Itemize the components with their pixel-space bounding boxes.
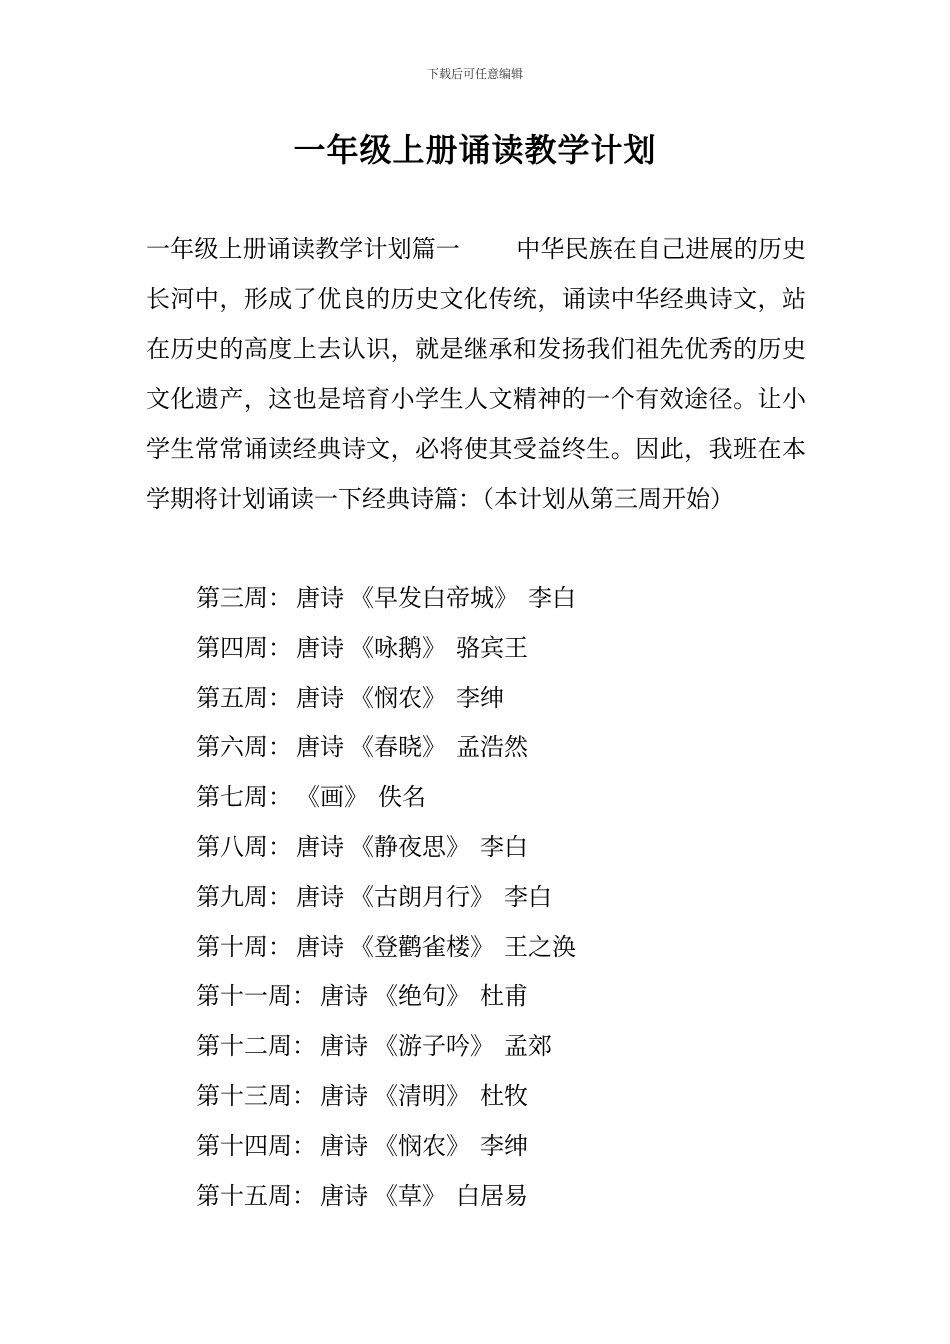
reading-schedule-list	[196, 574, 806, 1221]
schedule-week: 第八周：	[196, 832, 292, 861]
schedule-poem: 《古朗月行》	[350, 882, 494, 911]
intro-text: 中华民族在自己进展的历史长河中，形成了优良的历史文化传统，诵读中华经典诗文，站在历史的高度上去认识，就是继承和发扬我们祖先优秀的历史文化遗产，这也是培育小学生人文精神的一个有效途径。让小学生常常诵读经典诗文，必将使其受益终生。因此，我班在本学期将计划诵读一下经典诗篇：（本计划从第三周开始）	[146, 235, 807, 513]
schedule-genre: 唐诗	[296, 633, 344, 662]
schedule-week: 第九周：	[196, 882, 292, 911]
schedule-item	[196, 823, 806, 873]
schedule-item	[196, 923, 806, 973]
schedule-week: 第十一周：	[196, 982, 316, 1011]
schedule-author: 白居易	[456, 1181, 528, 1210]
schedule-item	[196, 1022, 806, 1072]
schedule-week: 第五周：	[196, 683, 292, 712]
intro-lead: 一年级上册诵读教学计划篇一	[146, 235, 461, 263]
schedule-poem: 《静夜思》	[350, 832, 470, 861]
schedule-genre: 唐诗	[296, 584, 344, 612]
schedule-week: 第十三周：	[196, 1081, 316, 1110]
schedule-genre: 唐诗	[296, 733, 344, 762]
schedule-poem: 《游子吟》	[374, 1032, 494, 1061]
schedule-poem: 《画》	[296, 783, 368, 812]
schedule-item	[196, 674, 806, 724]
schedule-week: 第十五周：	[196, 1181, 316, 1210]
schedule-item	[196, 1072, 806, 1122]
schedule-poem: 《咏鹅》	[350, 633, 446, 662]
schedule-week: 第三周：	[196, 584, 292, 612]
schedule-genre: 唐诗	[320, 1081, 368, 1110]
schedule-week: 第十二周：	[196, 1032, 316, 1061]
schedule-author: 李白	[504, 882, 552, 911]
schedule-poem: 《早发白帝城》	[350, 584, 518, 612]
schedule-poem: 《草》	[374, 1181, 446, 1210]
schedule-genre: 唐诗	[320, 1131, 368, 1160]
schedule-genre: 唐诗	[296, 882, 344, 911]
schedule-item	[196, 1172, 806, 1222]
schedule-author: 孟浩然	[456, 733, 528, 762]
schedule-genre: 唐诗	[320, 1032, 368, 1061]
schedule-poem: 《绝句》	[374, 982, 470, 1011]
schedule-genre: 唐诗	[296, 832, 344, 861]
document-title: 一年级上册诵读教学计划	[293, 131, 657, 169]
schedule-poem: 《登鹳雀楼》	[350, 932, 494, 961]
schedule-item	[196, 574, 806, 624]
schedule-genre: 唐诗	[296, 932, 344, 961]
schedule-item	[196, 624, 806, 674]
schedule-author: 李绅	[456, 683, 504, 712]
schedule-author: 王之涣	[504, 932, 576, 961]
schedule-week: 第十周：	[196, 932, 292, 961]
schedule-item	[196, 873, 806, 923]
header-note: 下载后可任意编辑	[426, 67, 523, 81]
schedule-poem: 《悯农》	[374, 1131, 470, 1160]
schedule-author: 李白	[480, 832, 528, 861]
schedule-genre: 唐诗	[296, 683, 344, 712]
schedule-author: 佚名	[378, 783, 426, 812]
schedule-author: 杜甫	[480, 982, 528, 1011]
schedule-item	[196, 1122, 806, 1172]
schedule-poem: 《清明》	[374, 1081, 470, 1110]
intro-paragraph	[146, 224, 806, 524]
schedule-week: 第六周：	[196, 733, 292, 762]
schedule-week: 第四周：	[196, 633, 292, 662]
schedule-author: 骆宾王	[456, 633, 528, 662]
schedule-author: 李白	[528, 584, 576, 612]
schedule-item	[196, 972, 806, 1022]
schedule-genre: 唐诗	[320, 982, 368, 1011]
schedule-author: 杜牧	[480, 1081, 528, 1110]
schedule-poem: 《春晓》	[350, 733, 446, 762]
schedule-author: 李绅	[480, 1131, 528, 1160]
schedule-item	[196, 773, 806, 823]
schedule-author: 孟郊	[504, 1032, 552, 1061]
schedule-poem: 《悯农》	[350, 683, 446, 712]
schedule-week: 第十四周：	[196, 1131, 316, 1160]
schedule-item	[196, 723, 806, 773]
schedule-genre: 唐诗	[320, 1181, 368, 1210]
schedule-week: 第七周：	[196, 783, 292, 812]
